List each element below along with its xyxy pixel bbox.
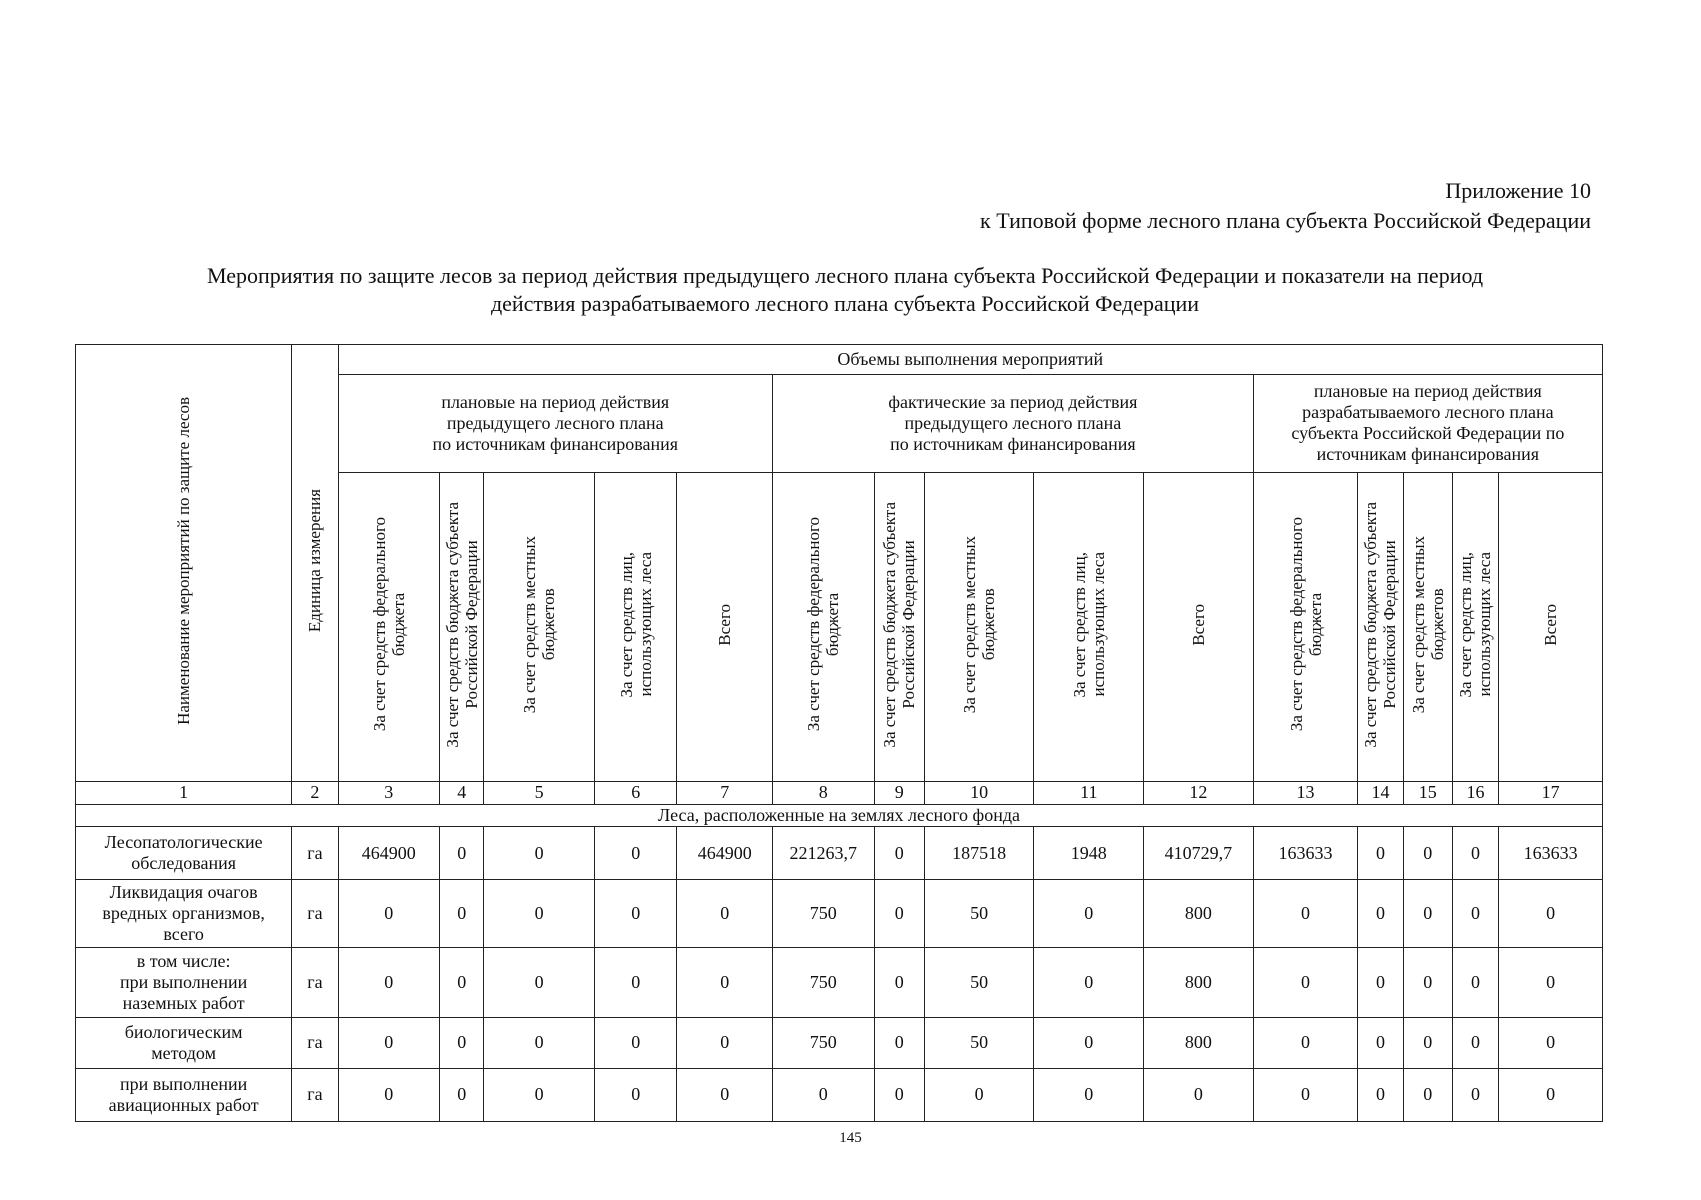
document-title xyxy=(120,262,1570,318)
row-value: 0 xyxy=(338,880,440,948)
column-number: 12 xyxy=(1144,782,1254,805)
row-value: 0 xyxy=(874,947,924,1017)
row-value: 800 xyxy=(1144,947,1254,1017)
header-group-planned-previous: плановые на период действия предыдущего лесного плана по источникам финансирования xyxy=(338,374,772,472)
row-value: 0 xyxy=(1452,827,1498,880)
row-value: 0 xyxy=(1034,880,1144,948)
subheader-6: За счет средств лиц, использующих леса xyxy=(594,472,676,781)
row-value: 0 xyxy=(677,1068,773,1121)
row-value: 0 xyxy=(1253,1017,1358,1068)
row-value: 0 xyxy=(1358,827,1403,880)
appendix-reference: к Типовой форме лесного плана субъекта Российской Федерации xyxy=(980,208,1591,233)
row-value: 1948 xyxy=(1034,827,1144,880)
column-number: 15 xyxy=(1403,782,1452,805)
row-value: 0 xyxy=(677,947,773,1017)
row-value: 163633 xyxy=(1499,827,1603,880)
column-number: 11 xyxy=(1034,782,1144,805)
section-forest-fund: Леса, расположенные на землях лесного фонда xyxy=(76,804,1603,827)
row-value: 0 xyxy=(594,1017,676,1068)
title-line-2: действия разрабатываемого лесного плана субъекта Российской Федерации xyxy=(490,291,1200,316)
row-value: 0 xyxy=(874,1017,924,1068)
row-value: 0 xyxy=(874,827,924,880)
row-unit: га xyxy=(292,1017,338,1068)
column-number: 2 xyxy=(292,782,338,805)
row-value: 0 xyxy=(1034,1068,1144,1121)
row-value: 0 xyxy=(677,880,773,948)
row-value: 0 xyxy=(677,1017,773,1068)
row-value: 0 xyxy=(1499,880,1603,948)
row-value: 0 xyxy=(1499,1017,1603,1068)
column-number: 16 xyxy=(1452,782,1498,805)
row-value: 0 xyxy=(924,1068,1034,1121)
row-value: 750 xyxy=(773,1017,875,1068)
table-row xyxy=(76,1068,1603,1121)
row-value: 0 xyxy=(1499,1068,1603,1121)
row-value: 0 xyxy=(594,947,676,1017)
header-group-planned-new: плановые на период действия разрабатываемого лесного плана субъекта Российской Федерации по источникам финансирования xyxy=(1253,374,1602,472)
row-name: Ликвидация очагов вредных организмов, всего xyxy=(76,880,292,948)
column-number: 9 xyxy=(874,782,924,805)
subheader-5: За счет средств местных бюджетов xyxy=(484,472,595,781)
column-number: 6 xyxy=(594,782,676,805)
row-value: 0 xyxy=(484,880,595,948)
row-value: 0 xyxy=(484,1068,595,1121)
column-number: 17 xyxy=(1499,782,1603,805)
row-value: 221263,7 xyxy=(773,827,875,880)
title-line-1: Мероприятия по защите лесов за период действия предыдущего лесного плана субъекта Российской Федерации и показатели на период xyxy=(206,263,1484,288)
column-number: 14 xyxy=(1358,782,1403,805)
row-name: в том числе: при выполнении наземных работ xyxy=(76,947,292,1017)
row-value: 0 xyxy=(874,880,924,948)
row-unit: га xyxy=(292,827,338,880)
row-value: 0 xyxy=(594,880,676,948)
row-value: 50 xyxy=(924,1017,1034,1068)
row-value: 0 xyxy=(1358,1068,1403,1121)
row-value: 0 xyxy=(1358,1017,1403,1068)
column-number: 1 xyxy=(76,782,292,805)
row-unit: га xyxy=(292,1068,338,1121)
row-value: 0 xyxy=(1403,1017,1452,1068)
row-value: 0 xyxy=(1034,947,1144,1017)
row-value: 0 xyxy=(440,827,484,880)
row-value: 0 xyxy=(440,1017,484,1068)
row-value: 0 xyxy=(440,1068,484,1121)
subheader-3: За счет средств федерального бюджета xyxy=(338,472,440,781)
page-number: 145 xyxy=(839,1130,862,1146)
row-value: 0 xyxy=(773,1068,875,1121)
row-value: 0 xyxy=(484,827,595,880)
row-value: 187518 xyxy=(924,827,1034,880)
row-value: 0 xyxy=(1253,1068,1358,1121)
subheader-17: Всего xyxy=(1499,472,1603,781)
header-volumes: Объемы выполнения мероприятий xyxy=(338,345,1602,375)
table-row xyxy=(76,947,1603,1017)
row-value: 0 xyxy=(1358,947,1403,1017)
subheader-11: За счет средств лиц, использующих леса xyxy=(1034,472,1144,781)
subheader-8: За счет средств федерального бюджета xyxy=(773,472,875,781)
row-value: 0 xyxy=(1034,1017,1144,1068)
row-value: 800 xyxy=(1144,880,1254,948)
row-value: 0 xyxy=(338,947,440,1017)
row-value: 0 xyxy=(440,947,484,1017)
row-value: 0 xyxy=(1452,1068,1498,1121)
row-value: 0 xyxy=(440,880,484,948)
subheader-16: За счет средств лиц, использующих леса xyxy=(1452,472,1498,781)
row-value: 0 xyxy=(1403,827,1452,880)
row-unit: га xyxy=(292,880,338,948)
row-value: 0 xyxy=(1253,880,1358,948)
subheader-15: За счет средств местных бюджетов xyxy=(1403,472,1452,781)
row-value: 0 xyxy=(1403,880,1452,948)
subheader-14: За счет средств бюджета субъекта Российской Федерации xyxy=(1358,472,1403,781)
row-value: 163633 xyxy=(1253,827,1358,880)
row-value: 464900 xyxy=(677,827,773,880)
subheader-9: За счет средств бюджета субъекта Российской Федерации xyxy=(874,472,924,781)
row-value: 0 xyxy=(1403,1068,1452,1121)
header-name: Наименование мероприятий по защите лесов xyxy=(174,396,194,725)
column-number: 5 xyxy=(484,782,595,805)
forest-protection-table xyxy=(75,344,1603,1122)
row-value: 800 xyxy=(1144,1017,1254,1068)
subheader-10: За счет средств местных бюджетов xyxy=(924,472,1034,781)
row-name: биологическим методом xyxy=(76,1017,292,1068)
row-value: 0 xyxy=(1452,880,1498,948)
row-value: 0 xyxy=(1144,1068,1254,1121)
subheader-7: Всего xyxy=(677,472,773,781)
column-number: 4 xyxy=(440,782,484,805)
subheader-4: За счет средств бюджета субъекта Российской Федерации xyxy=(440,472,484,781)
header-unit: Единица измерения xyxy=(305,488,325,633)
row-value: 0 xyxy=(1403,947,1452,1017)
row-value: 0 xyxy=(1452,947,1498,1017)
row-value: 0 xyxy=(484,947,595,1017)
subheader-12: Всего xyxy=(1144,472,1254,781)
subheader-13: За счет средств федерального бюджета xyxy=(1253,472,1358,781)
appendix-number: Приложение 10 xyxy=(1445,178,1591,203)
row-value: 0 xyxy=(1452,1017,1498,1068)
row-value: 410729,7 xyxy=(1144,827,1254,880)
row-value: 0 xyxy=(594,827,676,880)
row-value: 0 xyxy=(338,1068,440,1121)
row-value: 464900 xyxy=(338,827,440,880)
column-number: 8 xyxy=(773,782,875,805)
row-value: 50 xyxy=(924,880,1034,948)
row-value: 0 xyxy=(338,1017,440,1068)
table-row xyxy=(76,880,1603,948)
row-value: 0 xyxy=(484,1017,595,1068)
table-row xyxy=(76,1017,1603,1068)
column-number: 13 xyxy=(1253,782,1358,805)
column-number: 7 xyxy=(677,782,773,805)
column-number: 10 xyxy=(924,782,1034,805)
column-number: 3 xyxy=(338,782,440,805)
row-value: 0 xyxy=(1358,880,1403,948)
appendix-note xyxy=(980,176,1591,236)
row-value: 0 xyxy=(874,1068,924,1121)
row-value: 0 xyxy=(594,1068,676,1121)
header-name-cell xyxy=(76,345,292,782)
row-value: 750 xyxy=(773,880,875,948)
row-value: 0 xyxy=(1253,947,1358,1017)
row-unit: га xyxy=(292,947,338,1017)
header-group-actual-previous: фактические за период действия предыдущего лесного плана по источникам финансирования xyxy=(773,374,1254,472)
table-row xyxy=(76,827,1603,880)
row-value: 50 xyxy=(924,947,1034,1017)
row-name: при выполнении авиационных работ xyxy=(76,1068,292,1121)
row-name: Лесопатологические обследования xyxy=(76,827,292,880)
header-unit-cell xyxy=(292,345,338,782)
row-value: 0 xyxy=(1499,947,1603,1017)
row-value: 750 xyxy=(773,947,875,1017)
